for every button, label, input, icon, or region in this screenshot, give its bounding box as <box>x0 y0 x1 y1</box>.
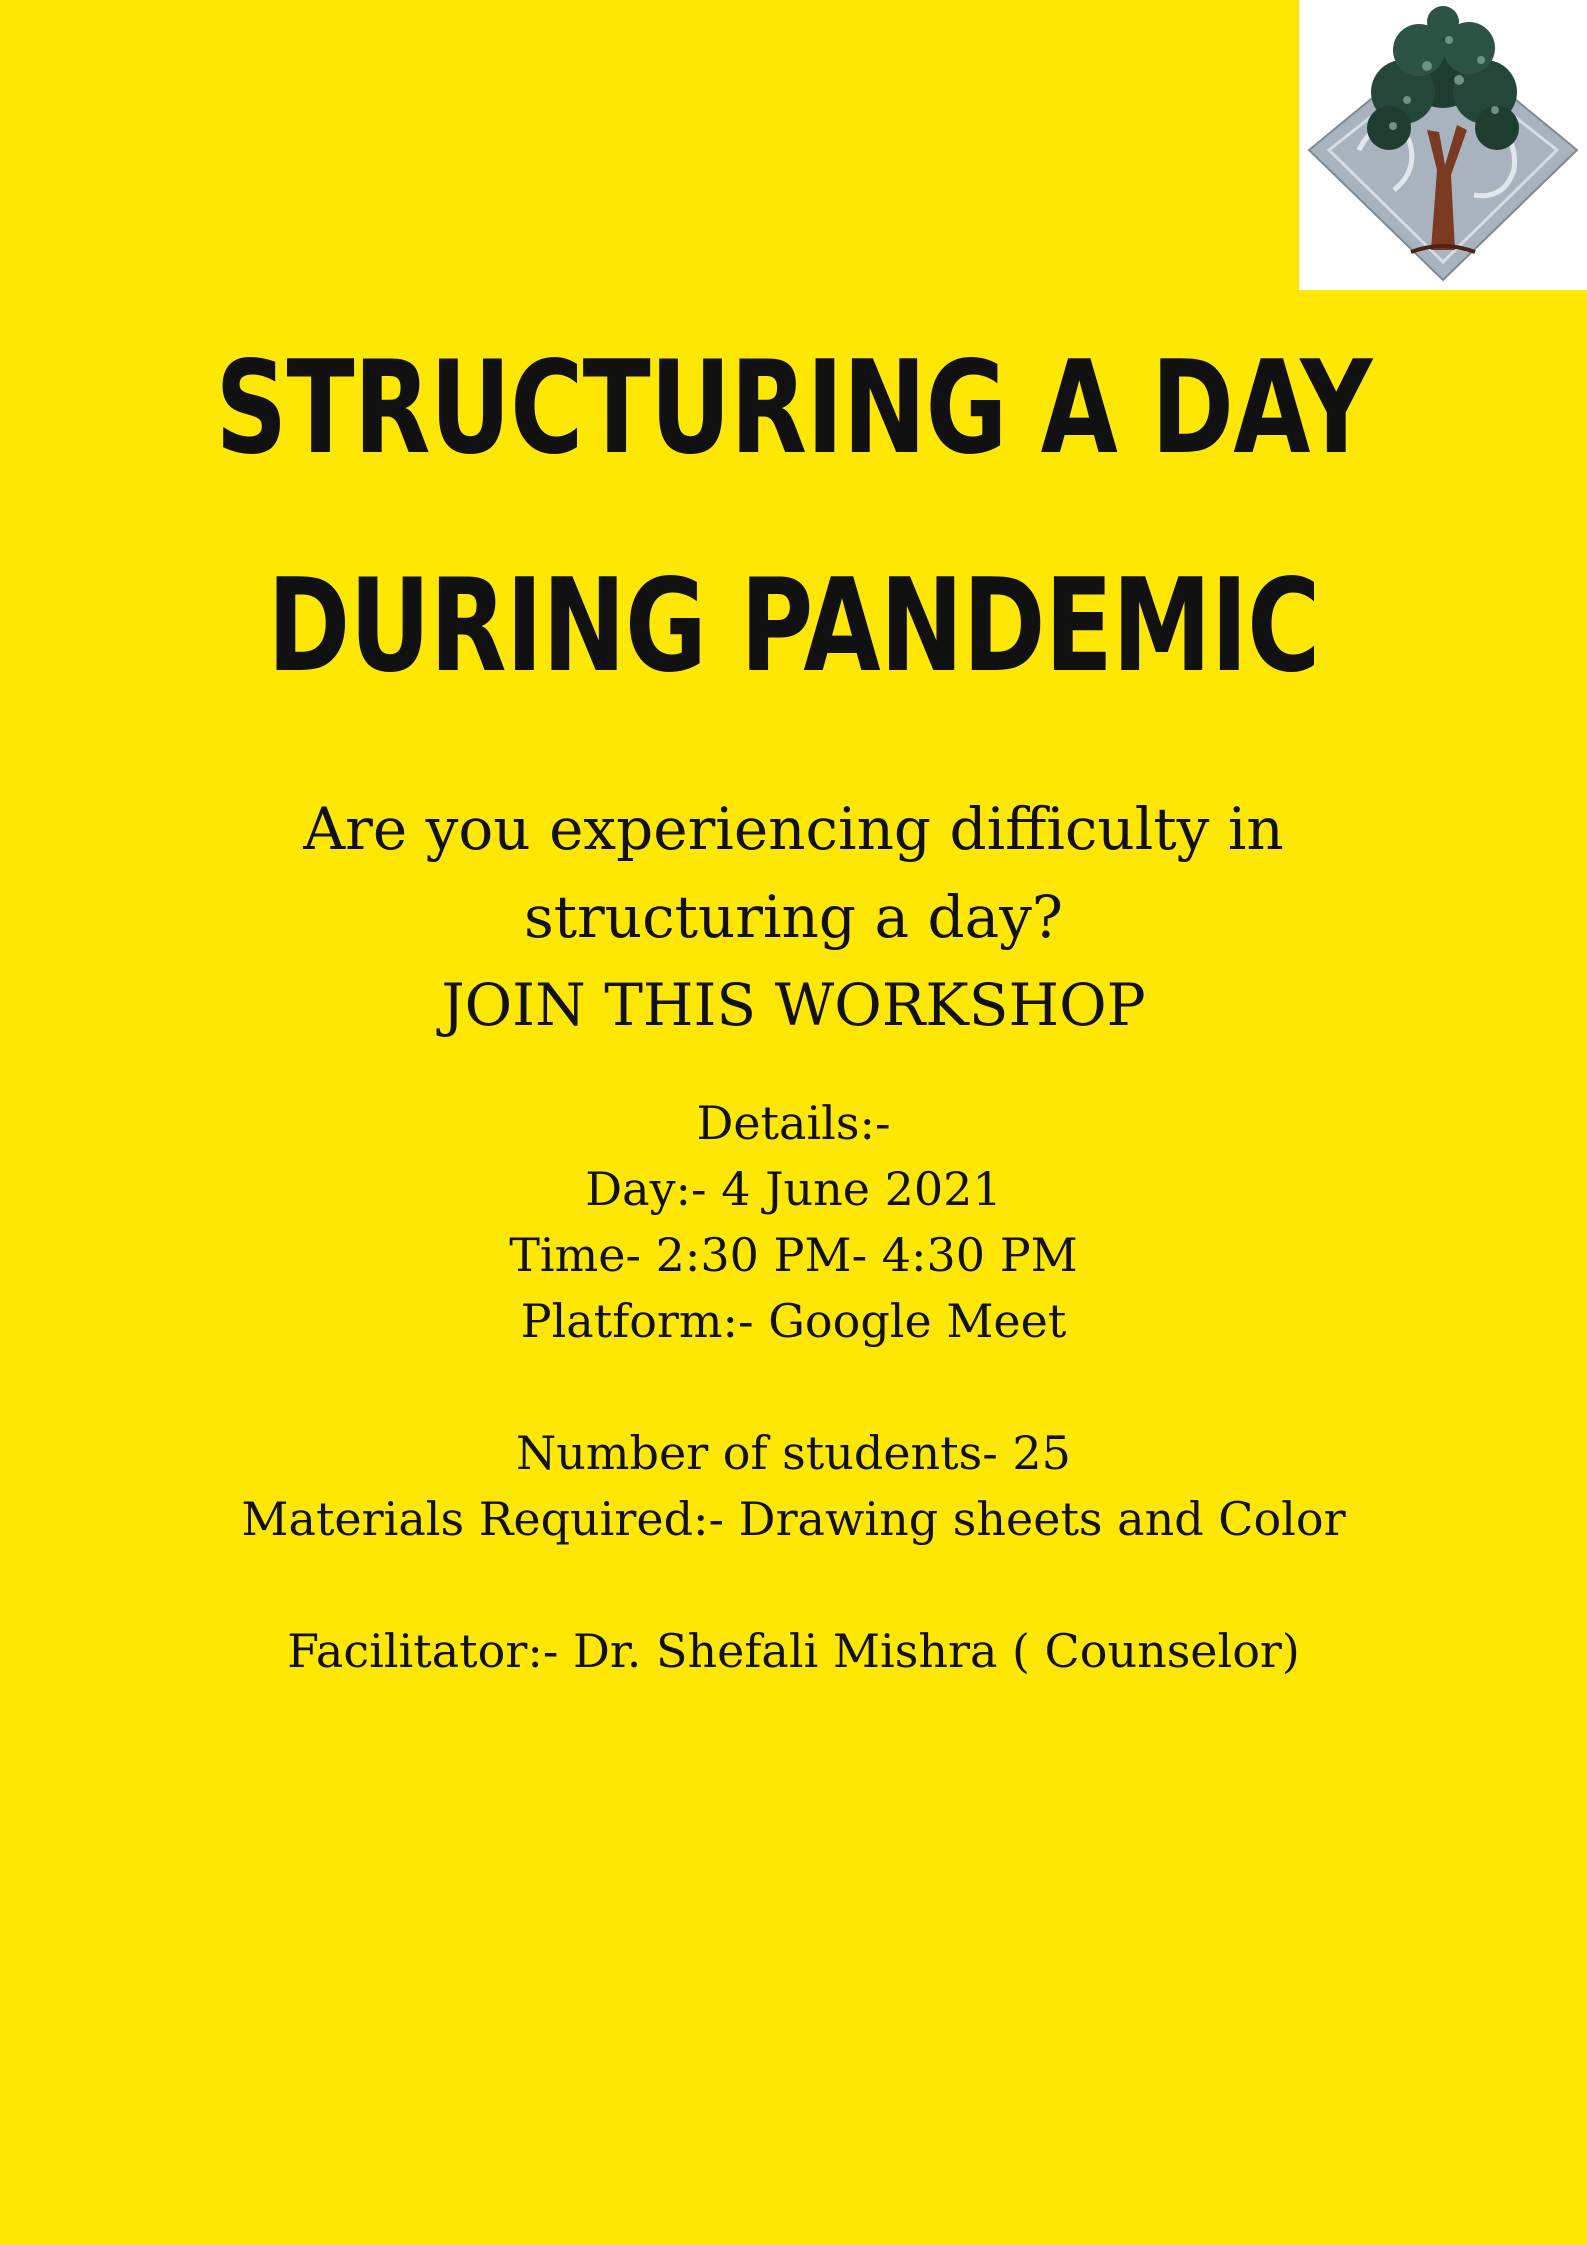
intro-question-line-2: structuring a day? <box>523 883 1064 951</box>
facilitator: Facilitator:- Dr. Shefali Mishra ( Counselor) <box>287 1624 1300 1678</box>
details-section <box>0 1090 1587 1684</box>
call-to-action: JOIN THIS WORKSHOP <box>441 971 1146 1039</box>
tree-logo-icon <box>1299 0 1587 290</box>
title-line-1: STRUCTURING A DAY <box>215 334 1372 483</box>
logo <box>1299 0 1587 290</box>
title-line-2: DURING PANDEMIC <box>267 552 1320 701</box>
student-count: Number of students- 25 <box>516 1426 1071 1480</box>
poster-title <box>0 300 1587 736</box>
spacer <box>0 1552 1587 1618</box>
event-platform: Platform:- Google Meet <box>520 1294 1067 1348</box>
intro-question-line-1: Are you experiencing difficulty in <box>303 795 1284 863</box>
event-day: Day:- 4 June 2021 <box>585 1162 1002 1216</box>
event-time: Time- 2:30 PM- 4:30 PM <box>509 1228 1078 1282</box>
intro-section <box>0 785 1587 1049</box>
materials-required: Materials Required:- Drawing sheets and Color <box>241 1492 1346 1546</box>
details-heading: Details:- <box>696 1096 891 1150</box>
spacer <box>0 1354 1587 1420</box>
